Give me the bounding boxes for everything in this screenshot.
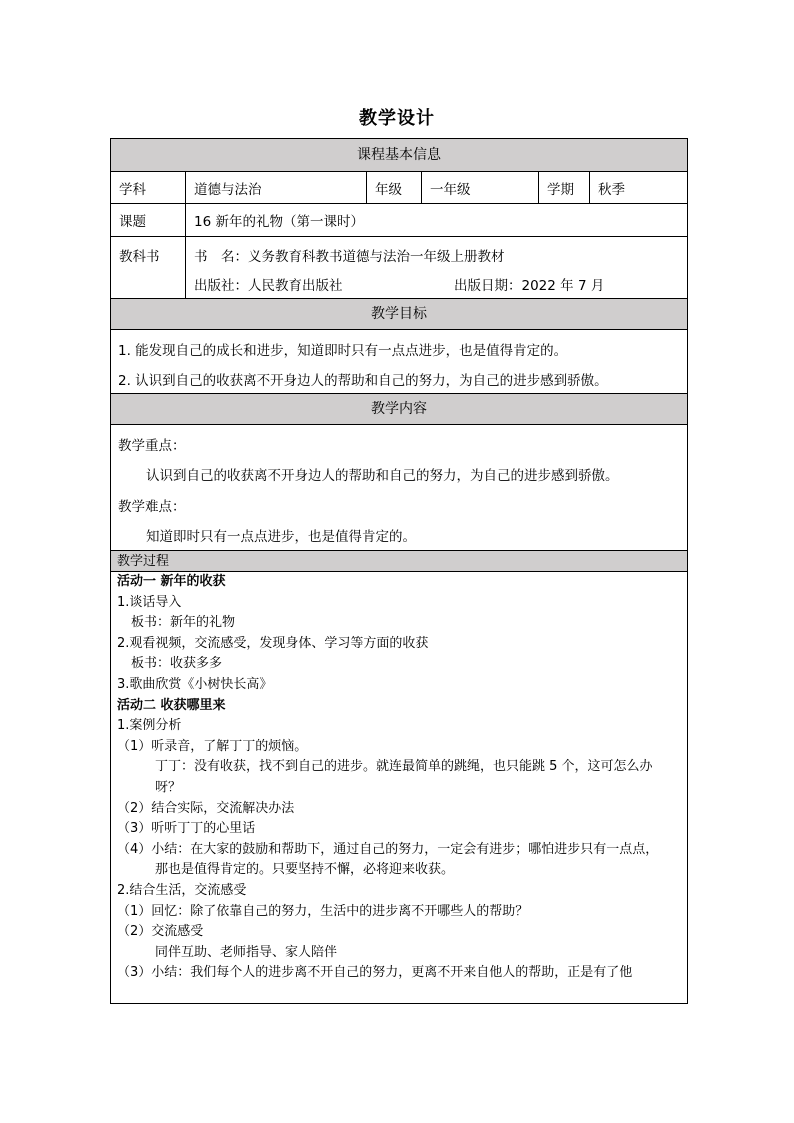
process-line: 呀？ [155, 779, 182, 795]
process-line: 2.结合生活，交流感受 [117, 882, 247, 898]
content-body [111, 424, 687, 550]
process-header: 教学过程 [111, 550, 687, 571]
topic-label: 课题 [119, 214, 146, 230]
subject-label: 学科 [119, 181, 146, 198]
subject-value: 道德与法治 [185, 172, 366, 203]
process-line: 3.歌曲欣赏《小树快长高》 [117, 676, 273, 692]
process-body [111, 571, 687, 1003]
process-line: （3）小结：我们每个人的进步离不开自己的努力，更离不开来自他人的帮助，正是有了他 [117, 965, 633, 981]
activity-heading: 活动二 收获哪里来 [117, 697, 226, 713]
process-line: 1.谈话导入 [117, 594, 182, 610]
publisher: 出版社：人民教育出版社 [194, 278, 343, 294]
basic-info-header: 课程基本信息 [111, 139, 687, 171]
topic-value: 16 新年的礼物（第一课时） [185, 204, 687, 236]
lesson-plan-table [110, 138, 688, 1004]
topic-row [111, 203, 687, 236]
key-point-text: 认识到自己的收获离不开身边人的帮助和自己的努力，为自己的进步感到骄傲。 [146, 468, 619, 484]
process-line: 板书：收获多多 [131, 656, 223, 672]
objectives-body [111, 329, 687, 393]
process-line: （4）小结：在大家的鼓励和帮助下，通过自己的努力，一定会有进步；哪怕进步只有一点点， [117, 841, 659, 857]
term-label: 学期 [538, 172, 589, 203]
book-name: 书 名：义务教育科教书道德与法治一年级上册教材 [194, 249, 505, 265]
content-header: 教学内容 [111, 393, 687, 424]
process-line: 那也是值得肯定的。只要坚持不懈，必将迎来收获。 [155, 862, 455, 878]
process-line: （2）结合实际，交流解决办法 [117, 800, 295, 816]
difficulty-label: 教学难点： [118, 499, 186, 515]
activity-heading: 活动一 新年的收获 [117, 574, 226, 589]
process-line: （1）听录音，了解丁丁的烦恼。 [117, 738, 308, 754]
process-line: 2.观看视频，交流感受，发现身体、学习等方面的收获 [117, 635, 429, 651]
grade-label: 年级 [366, 172, 421, 203]
grade-value: 一年级 [421, 172, 538, 203]
page-title: 教学设计 [359, 108, 435, 129]
textbook-label: 教科书 [119, 249, 160, 265]
objective-item: 1. 能发现自己的成长和进步，知道即时只有一点点进步，也是值得肯定的。 [118, 343, 568, 359]
publish-date: 出版日期：2022 年 7 月 [454, 278, 605, 294]
process-line: 同伴互助、老师指导、家人陪伴 [155, 944, 338, 960]
key-point-label: 教学重点： [118, 438, 186, 454]
objective-item: 2. 认识到自己的收获离不开身边人的帮助和自己的努力，为自己的进步感到骄傲。 [118, 373, 608, 389]
objectives-header: 教学目标 [111, 298, 687, 329]
process-line: 丁丁：没有收获，找不到自己的进步。就连最简单的跳绳，也只能跳 5 个，这可怎么办 [155, 759, 653, 775]
process-line: （1）回忆：除了依靠自己的努力，生活中的进步离不开哪些人的帮助？ [117, 903, 529, 919]
process-line: 1.案例分析 [117, 718, 182, 734]
process-line: （3）听听丁丁的心里话 [117, 821, 256, 837]
subject-row [111, 171, 687, 203]
difficulty-text: 知道即时只有一点点进步，也是值得肯定的。 [146, 529, 416, 545]
process-line: 板书：新年的礼物 [131, 615, 236, 631]
process-line: （2）交流感受 [117, 924, 204, 940]
term-value: 秋季 [589, 172, 687, 203]
textbook-row [111, 236, 687, 298]
textbook-info [185, 237, 687, 298]
